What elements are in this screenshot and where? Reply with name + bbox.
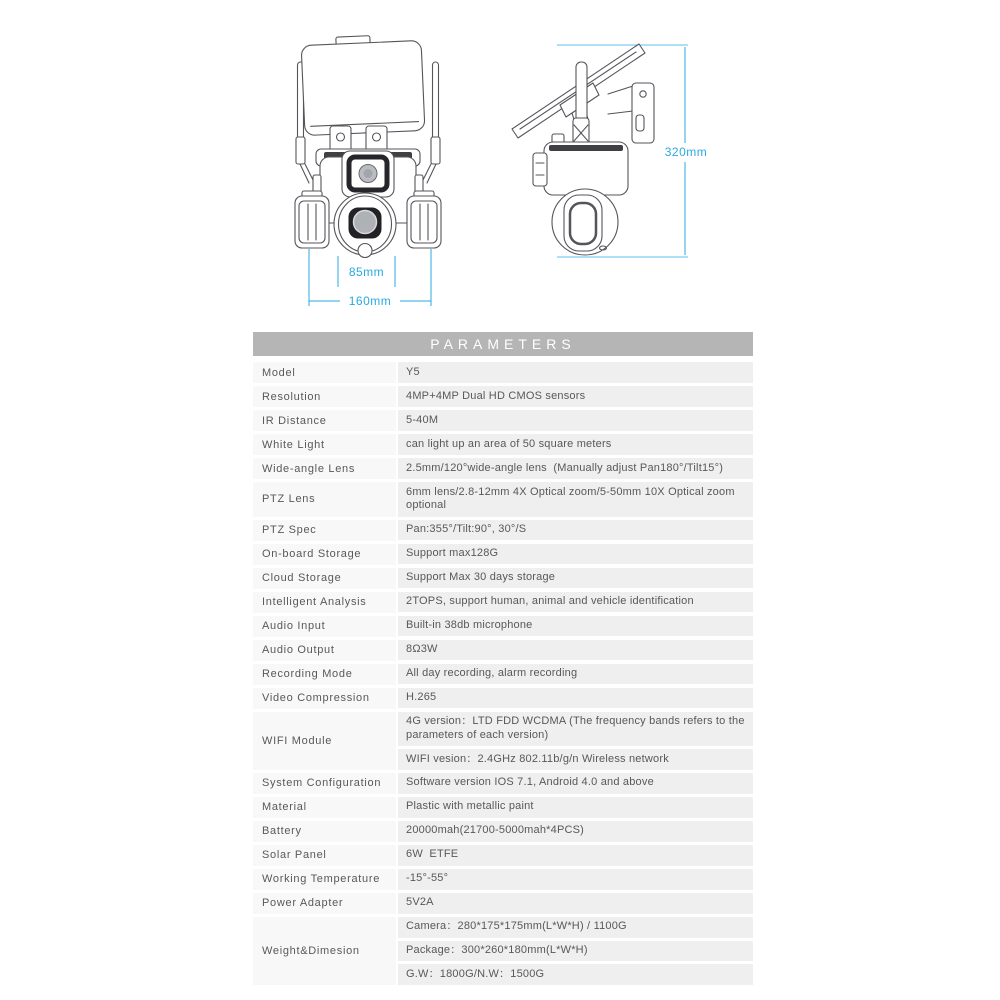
spec-row: [253, 821, 753, 842]
row-label: Recording Mode: [253, 664, 396, 685]
row-label: Material: [253, 797, 396, 818]
row-value: G.W：1800G/N.W：1500G: [398, 964, 753, 985]
row-label: Power Adapter: [253, 893, 396, 914]
row-value: 2.5mm/120°wide-angle lens (Manually adjust Pan180°/Tilt15°): [398, 458, 753, 479]
parameters-table-body: [253, 362, 753, 985]
row-value: 20000mah(21700-5000mah*4PCS): [398, 821, 753, 842]
row-label: Working Temperature: [253, 869, 396, 890]
row-values: [398, 869, 753, 890]
row-label: System Configuration: [253, 773, 396, 794]
row-value: 8Ω3W: [398, 640, 753, 661]
row-value: 6mm lens/2.8-12mm 4X Optical zoom/5-50mm 10X Optical zoom optional: [398, 482, 753, 517]
row-label: Intelligent Analysis: [253, 592, 396, 613]
spec-row: [253, 544, 753, 565]
row-value: All day recording, alarm recording: [398, 664, 753, 685]
ptz-dome-icon: [334, 193, 396, 258]
row-label: Solar Panel: [253, 845, 396, 866]
row-value: can light up an area of 50 square meters: [398, 434, 753, 455]
row-value: Support Max 30 days storage: [398, 568, 753, 589]
row-label: Cloud Storage: [253, 568, 396, 589]
row-label: Audio Input: [253, 616, 396, 637]
row-values: [398, 893, 753, 914]
spec-row: [253, 845, 753, 866]
spec-row: [253, 917, 753, 985]
wall-bracket-icon: [608, 83, 654, 143]
spotlight-left-icon: [295, 191, 329, 248]
dimension-label-85mm: 85mm: [348, 265, 385, 279]
row-value: Plastic with metallic paint: [398, 797, 753, 818]
row-label: Battery: [253, 821, 396, 842]
dimension-label-320mm: 320mm: [664, 145, 708, 159]
row-values: [398, 544, 753, 565]
row-values: [398, 520, 753, 541]
side-view-drawing: [500, 25, 735, 275]
row-value: 2TOPS, support human, animal and vehicle identification: [398, 592, 753, 613]
row-label: Model: [253, 362, 396, 383]
spec-row: [253, 386, 753, 407]
row-value: H.265: [398, 688, 753, 709]
row-label: Wide-angle Lens: [253, 458, 396, 479]
row-values: [398, 362, 753, 383]
spec-row: [253, 688, 753, 709]
row-label: White Light: [253, 434, 396, 455]
spec-row: [253, 664, 753, 685]
front-view-drawing: [278, 25, 460, 315]
camera-body-side: [533, 134, 628, 195]
spec-row: [253, 616, 753, 637]
row-values: [398, 568, 753, 589]
row-values: [398, 482, 753, 517]
row-value: 6W ETFE: [398, 845, 753, 866]
row-value: 5-40M: [398, 410, 753, 431]
row-value: 4MP+4MP Dual HD CMOS sensors: [398, 386, 753, 407]
row-values: [398, 688, 753, 709]
spec-row: [253, 712, 753, 770]
spec-row: [253, 797, 753, 818]
spec-row: [253, 773, 753, 794]
row-value: -15°-55°: [398, 869, 753, 890]
spec-row: [253, 458, 753, 479]
row-value: Support max128G: [398, 544, 753, 565]
spec-row: [253, 640, 753, 661]
spec-row: [253, 362, 753, 383]
dimension-label-160mm: 160mm: [348, 294, 392, 308]
row-values: [398, 917, 753, 985]
row-value: Y5: [398, 362, 753, 383]
row-label: Weight&Dimesion: [253, 917, 396, 985]
row-label: PTZ Spec: [253, 520, 396, 541]
row-values: [398, 797, 753, 818]
row-label: On-board Storage: [253, 544, 396, 565]
row-label: IR Distance: [253, 410, 396, 431]
row-values: [398, 640, 753, 661]
row-label: Video Compression: [253, 688, 396, 709]
row-value: Software version IOS 7.1, Android 4.0 and above: [398, 773, 753, 794]
row-values: [398, 386, 753, 407]
row-label: WIFI Module: [253, 712, 396, 770]
wide-angle-lens-icon: [342, 151, 394, 197]
row-value: Built-in 38db microphone: [398, 616, 753, 637]
row-values: [398, 434, 753, 455]
spotlight-right-icon: [407, 191, 441, 248]
row-values: [398, 616, 753, 637]
row-value: WIFI vesion：2.4GHz 802.11b/g/n Wireless network: [398, 749, 753, 770]
spec-row: [253, 434, 753, 455]
row-value: 5V2A: [398, 893, 753, 914]
parameters-table-header: PARAMETERS: [253, 332, 753, 356]
row-values: [398, 458, 753, 479]
row-values: [398, 712, 753, 770]
spec-row: [253, 893, 753, 914]
solar-panel-icon: [301, 33, 425, 135]
row-value: Pan:355°/Tilt:90°, 30°/S: [398, 520, 753, 541]
spec-row: [253, 568, 753, 589]
row-values: [398, 410, 753, 431]
row-label: PTZ Lens: [253, 482, 396, 517]
ptz-dome-side-icon: [552, 189, 618, 255]
parameters-table: [253, 332, 753, 988]
row-values: [398, 664, 753, 685]
row-value: 4G version：LTD FDD WCDMA (The frequency bands refers to the parameters of each version): [398, 712, 753, 747]
row-values: [398, 773, 753, 794]
row-label: Resolution: [253, 386, 396, 407]
spec-row: [253, 482, 753, 517]
row-value: Camera：280*175*175mm(L*W*H) / 1100G: [398, 917, 753, 938]
row-values: [398, 845, 753, 866]
row-label: Audio Output: [253, 640, 396, 661]
row-values: [398, 592, 753, 613]
spec-row: [253, 869, 753, 890]
spec-row: [253, 520, 753, 541]
spec-row: [253, 592, 753, 613]
spec-row: [253, 410, 753, 431]
row-value: Package：300*260*180mm(L*W*H): [398, 941, 753, 962]
row-values: [398, 821, 753, 842]
